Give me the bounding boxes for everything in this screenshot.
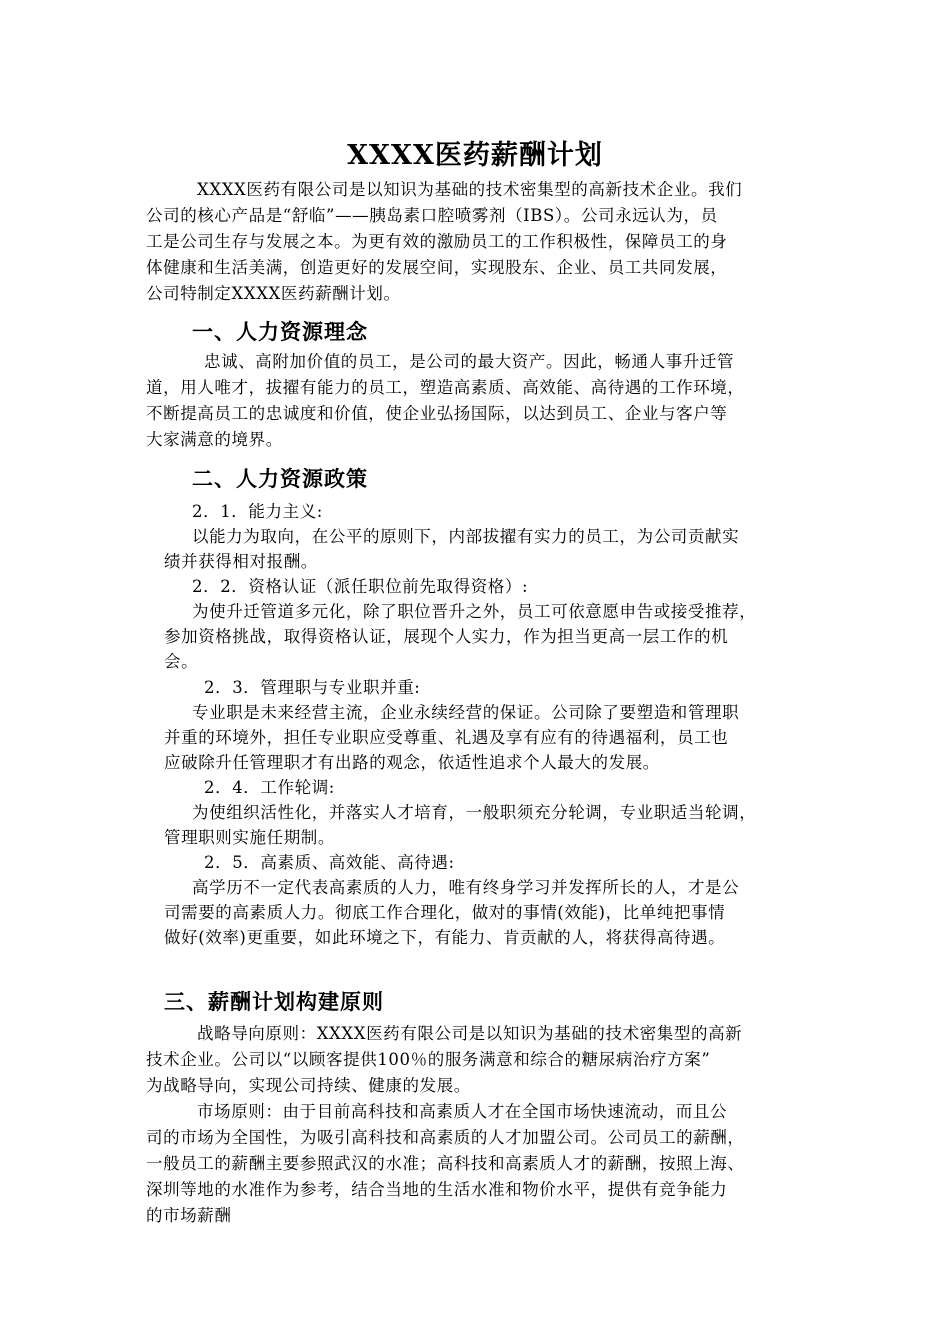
paragraph-line: 战略导向原则：XXXX医药有限公司是以知识为基础的技术密集型的高新	[197, 1024, 743, 1043]
subsection-title: 2．5．高素质、高效能、高待遇:	[204, 853, 455, 872]
paragraph-line: 大家满意的境界。	[146, 430, 283, 449]
paragraph-line: 为使组织活性化，并落实人才培育，一般职须充分轮调，专业职适当轮调，	[192, 803, 757, 822]
paragraph-line: 并重的环境外，担任专业职应受尊重、礼遇及享有应有的待遇福利，员工也	[164, 728, 729, 747]
subsection-title: 2．4．工作轮调:	[204, 778, 335, 797]
subsection-title: 2．2．资格认证（派任职位前先取得资格）:	[192, 577, 529, 596]
paragraph-line: 忠诚、高附加价值的员工，是公司的最大资产。因此，畅通人事升迁管	[204, 352, 735, 371]
paragraph-line: 深圳等地的水准作为参考，结合当地的生活水准和物价水平，提供有竞争能力	[146, 1180, 728, 1199]
paragraph-line: 会。	[164, 652, 199, 671]
paragraph-line: 专业职是未来经营主流，企业永续经营的保证。公司除了要塑造和管理职	[192, 703, 740, 722]
document-title: XXXX医药薪酬计划	[347, 140, 603, 171]
section-heading-compensation-principles: 三、薪酬计划构建原则	[164, 990, 384, 1014]
paragraph-line: 为使升迁管道多元化，除了职位晋升之外，员工可依意愿申告或接受推荐，	[192, 602, 757, 621]
section-heading-hr-policy: 二、人力资源政策	[192, 467, 368, 491]
intro-line: 体健康和生活美满，创造更好的发展空间，实现股东、企业、员工共同发展，	[146, 258, 728, 277]
paragraph-line: 的市场薪酬	[146, 1206, 232, 1225]
paragraph-line: 司需要的高素质人力。彻底工作合理化，做对的事情(效能)，比单纯把事情	[164, 903, 726, 922]
paragraph-line: 道，用人唯才，拔擢有能力的员工，塑造高素质、高效能、高待遇的工作环境，	[146, 378, 745, 397]
paragraph-line: 市场原则：由于目前高科技和高素质人才在全国市场快速流动，而且公	[197, 1102, 728, 1121]
paragraph-line: 应破除升任管理职才有出路的观念，依适性追求个人最大的发展。	[164, 753, 660, 772]
paragraph-line: 不断提高员工的忠诚度和价值，使企业弘扬国际，以达到员工、企业与客户等	[146, 404, 728, 423]
paragraph-line: 以能力为取向，在公平的原则下，内部拔擢有实力的员工，为公司贡献实	[192, 527, 740, 546]
subsection-title: 2．1．能力主义:	[192, 502, 323, 521]
paragraph-line: 为战略导向，实现公司持续、健康的发展。	[146, 1076, 471, 1095]
paragraph-line: 高学历不一定代表高素质的人力，唯有终身学习并发挥所长的人，才是公	[192, 878, 740, 897]
intro-line: 公司特制定XXXX医药薪酬计划。	[146, 284, 401, 303]
paragraph-line: 一般员工的薪酬主要参照武汉的水准；高科技和高素质人才的薪酬，按照上海、	[146, 1154, 745, 1173]
intro-line: XXXX医药有限公司是以知识为基础的技术密集型的高新技术企业。我们	[197, 180, 743, 199]
paragraph-line: 司的市场为全国性，为吸引高科技和高素质的人才加盟公司。公司员工的薪酬，	[146, 1128, 745, 1147]
paragraph-line: 技术企业。公司以“以顾客提供100％的服务满意和综合的糖尿病治疗方案”	[146, 1050, 711, 1069]
section-heading-hr-philosophy: 一、人力资源理念	[192, 320, 368, 344]
paragraph-line: 做好(效率)更重要，如此环境之下，有能力、肯贡献的人，将获得高待遇。	[164, 928, 726, 947]
paragraph-line: 参加资格挑战，取得资格认证，展现个人实力，作为担当更高一层工作的机	[164, 627, 729, 646]
intro-line: 公司的核心产品是“舒临”——胰岛素口腔喷雾剂（IBS）。公司永远认为，员	[146, 206, 718, 225]
paragraph-line: 绩并获得相对报酬。	[164, 552, 318, 571]
intro-line: 工是公司生存与发展之本。为更有效的激励员工的工作积极性，保障员工的身	[146, 232, 728, 251]
subsection-title: 2．3．管理职与专业职并重:	[204, 678, 421, 697]
paragraph-line: 管理职则实施任期制。	[164, 828, 335, 847]
